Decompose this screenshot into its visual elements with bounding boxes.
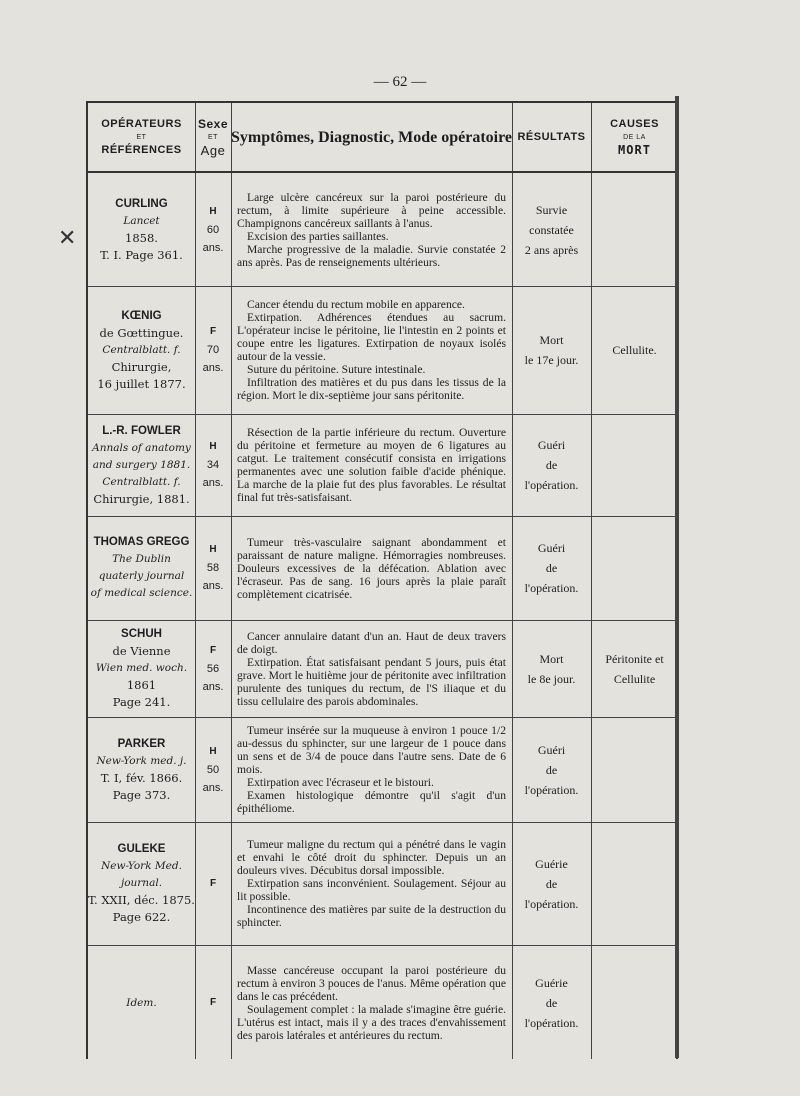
header-et2: ET xyxy=(208,133,218,141)
result-line: de xyxy=(545,458,558,472)
header-dela: DE LA xyxy=(623,133,646,141)
reference-line: Centralblatt. f. xyxy=(102,343,181,356)
header-et: ET xyxy=(136,133,147,141)
age-unit: ans. xyxy=(202,680,224,693)
header-references-label: RÉFÉRENCES xyxy=(101,143,182,156)
sex-value: F xyxy=(209,877,217,889)
symptoms-text xyxy=(231,173,512,286)
sex-value: H xyxy=(209,745,217,757)
table-row xyxy=(88,717,678,822)
result-line: de xyxy=(545,996,558,1010)
sex-value: H xyxy=(209,205,217,217)
age-unit: ans. xyxy=(202,781,224,794)
header-operators-label: OPÉRATEURS xyxy=(101,117,182,130)
result-line: Guérie xyxy=(535,856,568,871)
result-line: le 17e jour. xyxy=(524,353,579,367)
result-line: Guéri xyxy=(537,438,566,452)
age-value: 34 xyxy=(206,459,220,471)
reference-line: New-York Med. xyxy=(101,860,182,872)
symptom-paragraph: Excision des parties saillantes. xyxy=(247,229,389,243)
symptom-paragraph: Incontinence des matières par suite de la destruction du sphincter. xyxy=(237,903,506,929)
reference-line: T. XXII, déc. 1875. xyxy=(88,893,195,907)
operator-reference xyxy=(88,620,195,717)
header-sexe: Sexe xyxy=(197,116,229,131)
operator-name: GULEKE xyxy=(117,843,166,855)
result xyxy=(512,822,591,945)
result-line: constatée xyxy=(529,222,574,237)
symptom-paragraph: Tumeur très-vasculaire saignant abondamment et paraissant de nature maligne. Hémorragies nombreuses. Douleurs excessives de la défécation. Ablation avec l'écraseur. Pas de sang. 16 jours après la plaie paraît complètement cicatrisée. xyxy=(237,535,506,601)
result-line: de xyxy=(545,762,558,777)
result xyxy=(512,620,591,717)
operator-reference xyxy=(88,822,195,945)
symptoms-text xyxy=(231,822,512,945)
result-line: l'opération. xyxy=(524,478,579,492)
sex-age xyxy=(195,516,231,620)
result-line: Survie xyxy=(535,202,568,217)
header-causes-label: CAUSES xyxy=(610,117,659,130)
result xyxy=(512,286,591,414)
reference-line: Annals of anatomy xyxy=(92,441,191,454)
header-symptoms-label: Symptômes, Diagnostic, Mode opératoire xyxy=(231,128,512,146)
sex-age xyxy=(195,286,231,414)
table-row xyxy=(88,822,678,945)
age-unit: ans. xyxy=(202,241,224,254)
result xyxy=(512,717,591,822)
symptom-paragraph: Cancer annulaire datant d'un an. Haut de deux travers de doigt. xyxy=(237,629,506,656)
result xyxy=(512,945,591,1061)
symptom-paragraph: Marche progressive de la maladie. Survie constatée 2 ans après. Pas de renseignements ultérieurs. xyxy=(237,242,506,269)
reference-line: T. I, fév. 1866. xyxy=(100,770,183,785)
reference-line: of medical science. xyxy=(90,587,193,599)
reference-line: 16 juillet 1877. xyxy=(97,376,186,391)
sex-value: F xyxy=(209,326,217,337)
reference-line: Page 622. xyxy=(112,910,171,924)
symptom-paragraph: Cancer étendu du rectum mobile en apparence. xyxy=(247,298,465,311)
cause-text: Péritonite et Cellulite xyxy=(605,651,664,686)
table-row xyxy=(88,516,678,620)
table-row xyxy=(88,173,678,286)
case-table xyxy=(86,101,678,1059)
sex-age xyxy=(195,173,231,286)
reference-line: journal. xyxy=(120,877,163,889)
header-symptoms xyxy=(231,103,512,171)
reference-line: and surgery 1881. xyxy=(92,458,191,471)
sex-value: H xyxy=(209,544,217,555)
sex-value: F xyxy=(209,644,217,656)
cause-of-death xyxy=(591,717,678,822)
age-value: 60 xyxy=(206,223,220,236)
sex-age xyxy=(195,717,231,822)
result-line: l'opération. xyxy=(524,581,579,595)
cause-of-death xyxy=(591,945,678,1061)
symptom-paragraph: Tumeur insérée sur la muqueuse à environ 1 pouce 1/2 au-dessus du sphincter, sur une largeur de 1 pouce dans un sens et de 3/4 de pouce dans l'autre sens. Date de 6 mois. xyxy=(237,724,506,776)
reference-line: The Dublin xyxy=(112,553,171,565)
reference-line: quaterly journal xyxy=(98,570,185,582)
header-operators xyxy=(88,103,195,171)
result xyxy=(512,414,591,516)
margin-mark: ✕ xyxy=(58,226,77,251)
symptom-paragraph: Masse cancéreuse occupant la paroi postérieure du rectum à environ 3 pouces de l'anus. Même opération que dans le cas précédent. xyxy=(237,964,506,1003)
result-line: le 8e jour. xyxy=(527,671,576,686)
reference-line: Page 241. xyxy=(112,695,171,709)
operator-name: PARKER xyxy=(117,737,166,750)
table-row xyxy=(88,414,678,516)
page-number: — 62 — xyxy=(373,74,427,90)
sex-age xyxy=(195,822,231,945)
symptom-paragraph: Résection de la partie inférieure du rectum. Ouverture du péritoine et fermeture au moyen de 6 ligatures au catgut. Le traitement consécutif consista en irrigations permanentes avec une solution faible d'acide phénique. La marche de la plaie fut des plus favorables. Le résultat final fut très-satisfaisant. xyxy=(237,426,506,504)
cause-of-death xyxy=(591,620,678,717)
symptom-paragraph: Tumeur maligne du rectum qui a pénétré dans le vagin et envahi le côté droit du sphincter. Depuis un an douleurs vives. Décubitus dorsal impossible. xyxy=(237,838,506,877)
age-unit: ans. xyxy=(202,362,224,374)
header-results xyxy=(512,103,591,171)
symptom-paragraph: Extirpation. Adhérences étendues au sacrum. L'opérateur incise le péritoine, lie l'intestin en 2 points et coupe entre les ligatures. Extirpation de noyaux isolés autour de la vessie. xyxy=(237,311,506,363)
age-unit: ans. xyxy=(202,580,224,592)
result-line: de xyxy=(545,876,558,891)
age-value: 56 xyxy=(206,662,220,675)
result xyxy=(512,516,591,620)
operator-reference xyxy=(88,717,195,822)
operator-reference xyxy=(88,414,195,516)
result-line: Guérie xyxy=(535,976,568,990)
cause-of-death xyxy=(591,516,678,620)
header-sex-age xyxy=(195,103,231,171)
symptoms-text xyxy=(231,620,512,717)
symptoms-text xyxy=(231,414,512,516)
operator-name: Idem. xyxy=(126,996,157,1009)
symptom-paragraph: Infiltration des matières et du pus dans les tissus de la région. Mort le dix-septième jour sans péritonite. xyxy=(237,376,506,402)
result-line: de xyxy=(545,561,558,575)
table-row xyxy=(88,945,678,1061)
age-value: 50 xyxy=(206,763,220,776)
sex-age xyxy=(195,414,231,516)
reference-line: Chirurgie, 1881. xyxy=(93,491,190,506)
header-age: Age xyxy=(200,142,226,158)
cause-of-death xyxy=(591,286,678,414)
operator-name: CURLING xyxy=(115,197,168,210)
result-line: Guéri xyxy=(537,541,566,555)
operator-reference xyxy=(88,286,195,414)
table-row xyxy=(88,620,678,717)
reference-line: 1858. xyxy=(125,230,158,245)
header-causes xyxy=(591,103,678,171)
sex-value: H xyxy=(209,441,217,452)
symptom-paragraph: Large ulcère cancéreux sur la paroi postérieure du rectum, à limite supérieure à peine accessible. Champignons cancéreux saillants à l'anus. xyxy=(237,190,506,230)
cause-text: Cellulite. xyxy=(612,343,657,357)
cause-of-death xyxy=(591,822,678,945)
symptoms-text xyxy=(231,516,512,620)
reference-line: Lancet xyxy=(123,214,160,227)
symptoms-text xyxy=(231,717,512,822)
age-value: 58 xyxy=(206,562,220,574)
reference-line: Centralblatt. f. xyxy=(102,475,181,488)
header-results-label: RÉSULTATS xyxy=(517,130,586,143)
operator-name: SCHUH xyxy=(121,628,162,640)
reference-line: Chirurgie, xyxy=(111,359,172,374)
result-line: l'opération. xyxy=(524,1016,579,1030)
operator-name: KŒNIG xyxy=(121,309,162,322)
reference-line: de Vienne xyxy=(112,644,171,658)
operator-name: THOMAS GREGG xyxy=(93,536,190,548)
result-line: 2 ans après xyxy=(524,242,579,257)
age-unit: ans. xyxy=(202,477,224,489)
symptom-paragraph: Extirpation sans inconvénient. Soulagement. Séjour au lit possible. xyxy=(237,877,506,903)
symptom-paragraph: Soulagement complet : la malade s'imagine être guérie. L'utérus est intact, mais il y a des traces d'envahissement des parois latérales et antérieures du rectum. xyxy=(237,1003,506,1042)
symptom-paragraph: Extirpation. État satisfaisant pendant 5 jours, puis état grave. Mort le huitième jour de péritonite avec infiltration purulente des tuniques du rectum, de l'S iliaque et du tissu cellulaire des parois abdominales. xyxy=(237,655,506,708)
operator-reference xyxy=(88,516,195,620)
result-line: l'opération. xyxy=(524,896,579,911)
result-line: Mort xyxy=(539,333,564,347)
reference-line: Wien med. woch. xyxy=(95,662,188,674)
right-border xyxy=(675,96,679,1058)
reference-line: de Gœttingue. xyxy=(99,325,184,340)
result-line: Mort xyxy=(539,651,564,666)
reference-line: T. I. Page 361. xyxy=(100,247,183,262)
cause-of-death xyxy=(591,173,678,286)
sex-age xyxy=(195,620,231,717)
cause-of-death xyxy=(591,414,678,516)
operator-name: L.-R. FOWLER xyxy=(102,424,181,437)
sex-value: F xyxy=(209,997,217,1008)
table-row xyxy=(88,286,678,414)
operator-reference xyxy=(88,945,195,1061)
header-mort: MORT xyxy=(618,142,651,157)
age-value: 70 xyxy=(206,344,220,356)
result-line: Guéri xyxy=(537,742,566,757)
symptom-paragraph: Extirpation avec l'écraseur et le bistouri. xyxy=(247,776,434,789)
symptoms-text xyxy=(231,286,512,414)
reference-line: 1861 xyxy=(126,678,157,692)
symptoms-text xyxy=(231,945,512,1061)
result-line: l'opération. xyxy=(524,782,579,797)
reference-line: Page 373. xyxy=(112,787,171,802)
sex-age xyxy=(195,945,231,1061)
symptom-paragraph: Examen histologique démontre qu'il s'agit d'un épithéliome. xyxy=(237,789,506,815)
result xyxy=(512,173,591,286)
reference-line: New-York med. j. xyxy=(96,754,187,767)
operator-reference xyxy=(88,173,195,286)
symptom-paragraph: Suture du péritoine. Suture intestinale. xyxy=(247,363,426,376)
